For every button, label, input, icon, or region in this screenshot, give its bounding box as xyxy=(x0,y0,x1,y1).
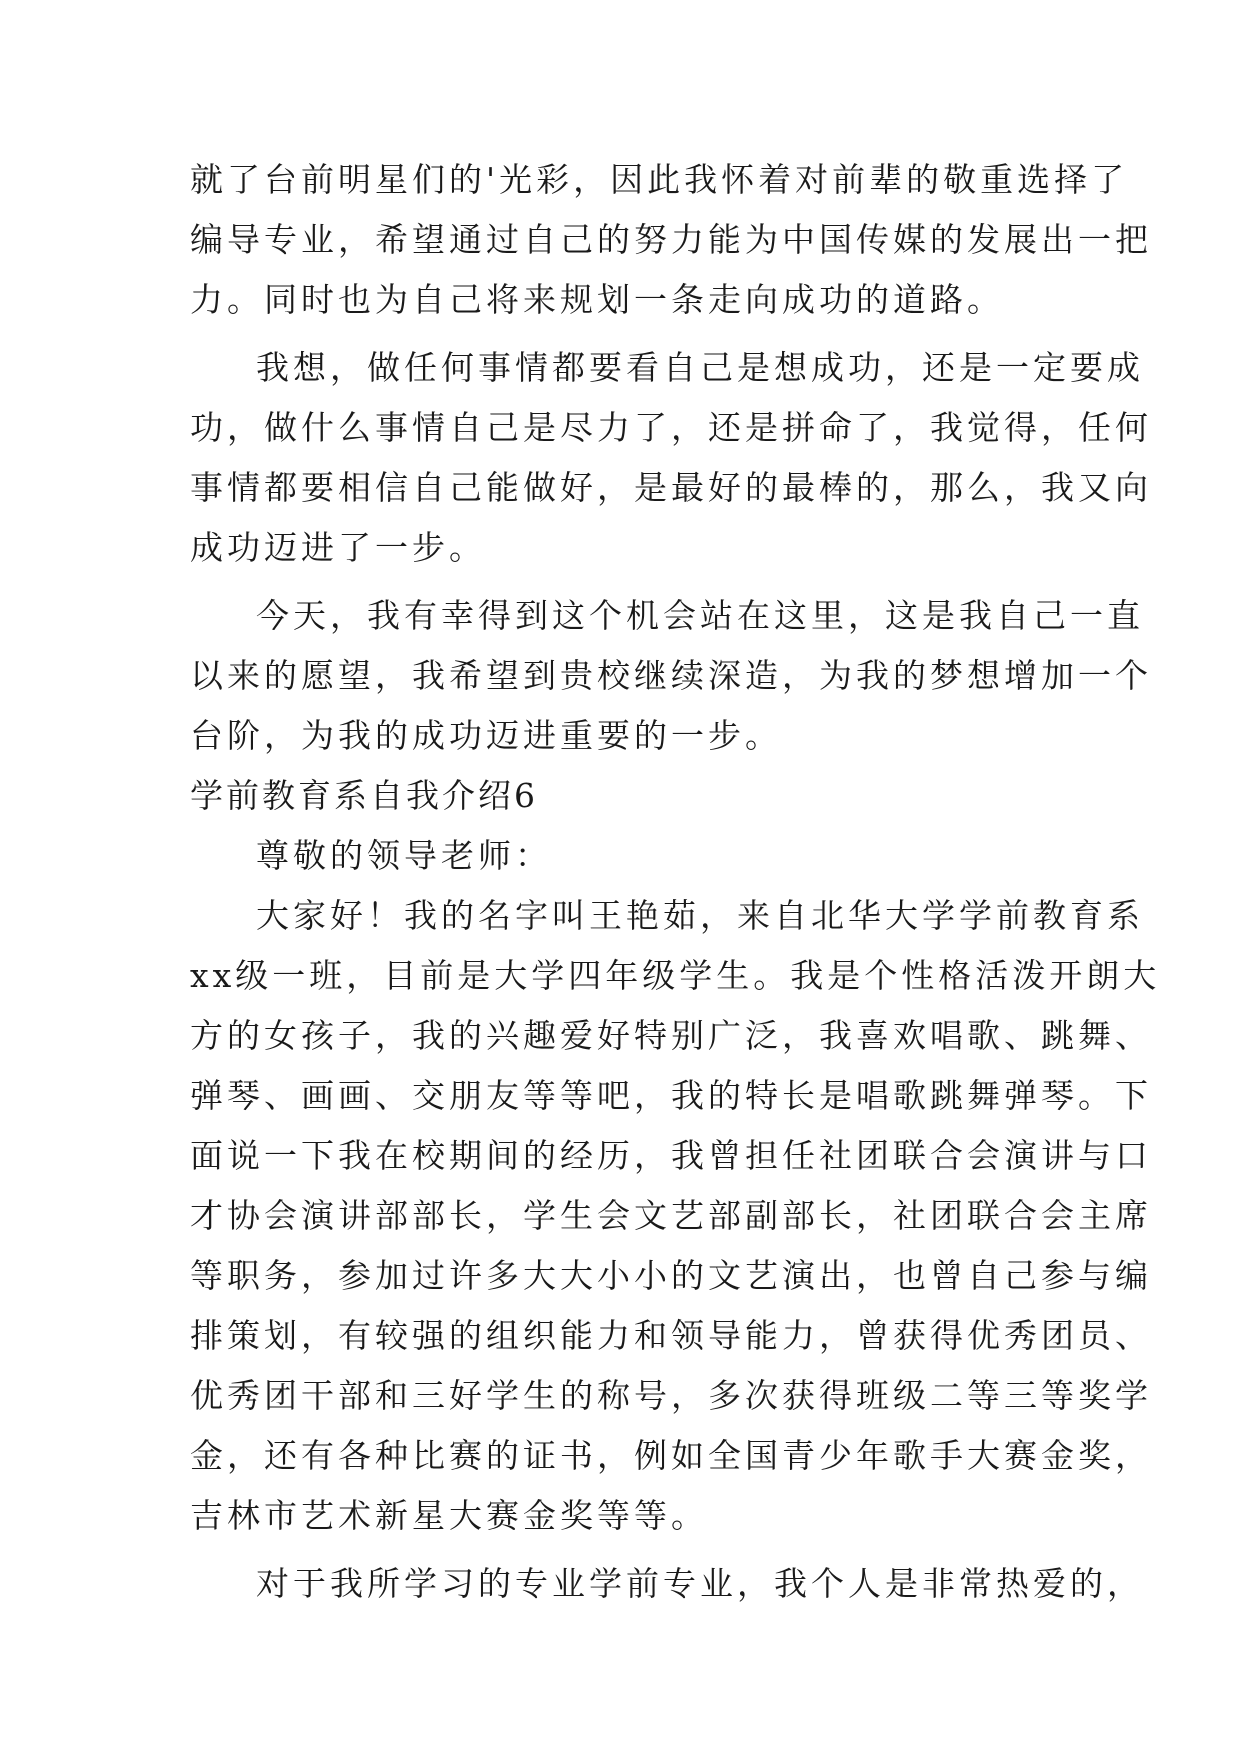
paragraph-line: 成功迈进了一步。 xyxy=(190,528,486,567)
paragraph-5 xyxy=(190,1554,1144,1614)
document-body xyxy=(190,150,1161,1614)
paragraph-line: 优秀团干部和三好学生的称号，多次获得班级二等三等奖学 xyxy=(190,1376,1152,1415)
paragraph-line: 弹琴、画画、交朋友等等吧，我的特长是唱歌跳舞弹琴。下 xyxy=(190,1076,1152,1115)
paragraph-4 xyxy=(190,886,1161,1546)
paragraph-1 xyxy=(190,150,1152,330)
paragraph-line: 就了台前明星们的'光彩，因此我怀着对前辈的敬重选择了 xyxy=(190,160,1129,199)
paragraph-2 xyxy=(190,338,1152,578)
paragraph-line: 功，做什么事情自己是尽力了，还是拼命了，我觉得，任何 xyxy=(190,408,1152,447)
paragraph-line: 力。同时也为自己将来规划一条走向成功的道路。 xyxy=(190,280,1004,319)
paragraph-line: 面说一下我在校期间的经历，我曾担任社团联合会演讲与口 xyxy=(190,1136,1152,1175)
paragraph-line: 排策划，有较强的组织能力和领导能力，曾获得优秀团员、 xyxy=(190,1316,1152,1355)
salutation: 尊敬的领导老师： xyxy=(256,836,552,875)
paragraph-3 xyxy=(190,586,1152,766)
paragraph-line: 台阶，为我的成功迈进重要的一步。 xyxy=(190,716,782,755)
paragraph-line: 对于我所学习的专业学前专业，我个人是非常热爱的， xyxy=(256,1564,1144,1603)
paragraph-line: 大家好！我的名字叫王艳茹，来自北华大学学前教育系 xyxy=(256,896,1144,935)
paragraph-line: 吉林市艺术新星大赛金奖等等。 xyxy=(190,1496,708,1535)
paragraph-line: 等职务，参加过许多大大小小的文艺演出，也曾自己参与编 xyxy=(190,1256,1152,1295)
paragraph-line: xx级一班，目前是大学四年级学生。我是个性格活泼开朗大 xyxy=(190,956,1161,995)
paragraph-line: 以来的愿望，我希望到贵校继续深造，为我的梦想增加一个 xyxy=(190,656,1152,695)
section-heading: 学前教育系自我介绍6 xyxy=(190,776,538,815)
paragraph-line: 编导专业，希望通过自己的努力能为中国传媒的发展出一把 xyxy=(190,220,1152,259)
paragraph-line: 我想，做任何事情都要看自己是想成功，还是一定要成 xyxy=(256,348,1144,387)
paragraph-line: 事情都要相信自己能做好，是最好的最棒的，那么，我又向 xyxy=(190,468,1152,507)
paragraph-line: 才协会演讲部部长，学生会文艺部副部长，社团联合会主席 xyxy=(190,1196,1152,1235)
paragraph-line: 金，还有各种比赛的证书，例如全国青少年歌手大赛金奖， xyxy=(190,1436,1152,1475)
paragraph-line: 方的女孩子，我的兴趣爱好特别广泛，我喜欢唱歌、跳舞、 xyxy=(190,1016,1152,1055)
paragraph-line: 今天，我有幸得到这个机会站在这里，这是我自己一直 xyxy=(256,596,1144,635)
